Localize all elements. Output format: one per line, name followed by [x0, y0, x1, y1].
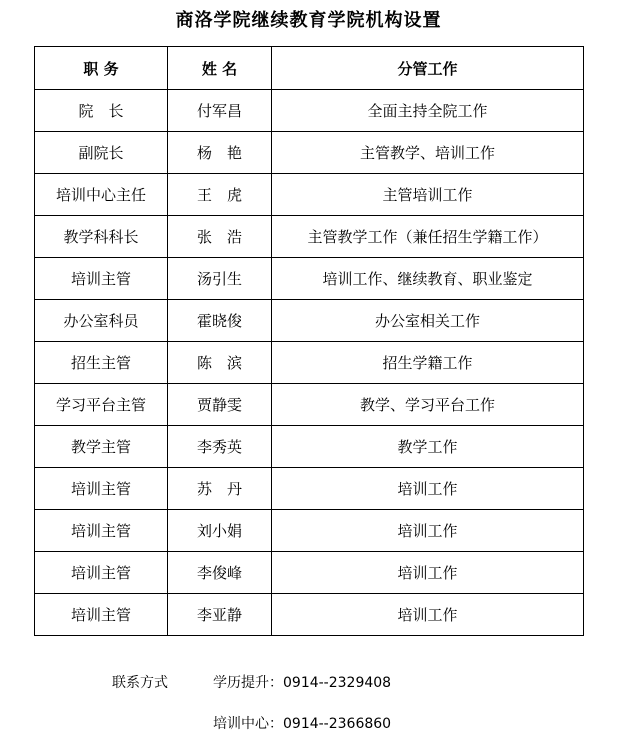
- cell-name: 李秀英: [168, 426, 272, 468]
- cell-name: 李俊峰: [168, 552, 272, 594]
- cell-role: 培训主管: [35, 258, 168, 300]
- table-row: [35, 510, 584, 552]
- cell-duty: 主管培训工作: [272, 174, 584, 216]
- cell-role: 培训主管: [35, 594, 168, 636]
- table-row: [35, 174, 584, 216]
- cell-role: 培训主管: [35, 510, 168, 552]
- header-role: 职 务: [35, 47, 168, 90]
- cell-duty: 主管教学、培训工作: [272, 132, 584, 174]
- table-row: [35, 132, 584, 174]
- cell-role: 招生主管: [35, 342, 168, 384]
- cell-name: 汤引生: [168, 258, 272, 300]
- cell-name: 陈 滨: [168, 342, 272, 384]
- cell-role: 院 长: [35, 90, 168, 132]
- cell-name: 王 虎: [168, 174, 272, 216]
- contact-label: 联系方式: [112, 675, 168, 691]
- cell-name: 杨 艳: [168, 132, 272, 174]
- table-row: [35, 594, 584, 636]
- cell-duty: 招生学籍工作: [272, 342, 584, 384]
- cell-duty: 培训工作、继续教育、职业鉴定: [272, 258, 584, 300]
- cell-duty: 办公室相关工作: [272, 300, 584, 342]
- table-header-row: [35, 47, 584, 90]
- cell-duty: 主管教学工作（兼任招生学籍工作）: [272, 216, 584, 258]
- table-body: [35, 90, 584, 636]
- cell-role: 培训主管: [35, 552, 168, 594]
- cell-role: 教学科科长: [35, 216, 168, 258]
- cell-duty: 全面主持全院工作: [272, 90, 584, 132]
- org-structure-table: [34, 46, 584, 636]
- table-row: [35, 468, 584, 510]
- cell-duty: 教学工作: [272, 426, 584, 468]
- table-row: [35, 300, 584, 342]
- cell-name: 李亚静: [168, 594, 272, 636]
- header-name: 姓 名: [168, 47, 272, 90]
- cell-role: 培训中心主任: [35, 174, 168, 216]
- cell-duty: 培训工作: [272, 594, 584, 636]
- table-row: [35, 384, 584, 426]
- cell-name: 霍晓俊: [168, 300, 272, 342]
- cell-role: 学习平台主管: [35, 384, 168, 426]
- cell-role: 教学主管: [35, 426, 168, 468]
- cell-name: 付军昌: [168, 90, 272, 132]
- page-title: 商洛学院继续教育学院机构设置: [175, 10, 442, 31]
- table-row: [35, 426, 584, 468]
- cell-duty: 培训工作: [272, 552, 584, 594]
- cell-duty: 教学、学习平台工作: [272, 384, 584, 426]
- header-duty: 分管工作: [272, 47, 584, 90]
- table-row: [35, 216, 584, 258]
- cell-role: 副院长: [35, 132, 168, 174]
- cell-name: 苏 丹: [168, 468, 272, 510]
- contact-phone-training: 培训中心：0914--2366860: [213, 716, 392, 732]
- cell-duty: 培训工作: [272, 510, 584, 552]
- table-row: [35, 552, 584, 594]
- table-row: [35, 258, 584, 300]
- table-row: [35, 342, 584, 384]
- cell-name: 刘小娟: [168, 510, 272, 552]
- contact-phone-degree: 学历提升：0914--2329408: [213, 675, 392, 691]
- cell-role: 培训主管: [35, 468, 168, 510]
- table-row: [35, 90, 584, 132]
- cell-role: 办公室科员: [35, 300, 168, 342]
- cell-duty: 培训工作: [272, 468, 584, 510]
- cell-name: 张 浩: [168, 216, 272, 258]
- cell-name: 贾静雯: [168, 384, 272, 426]
